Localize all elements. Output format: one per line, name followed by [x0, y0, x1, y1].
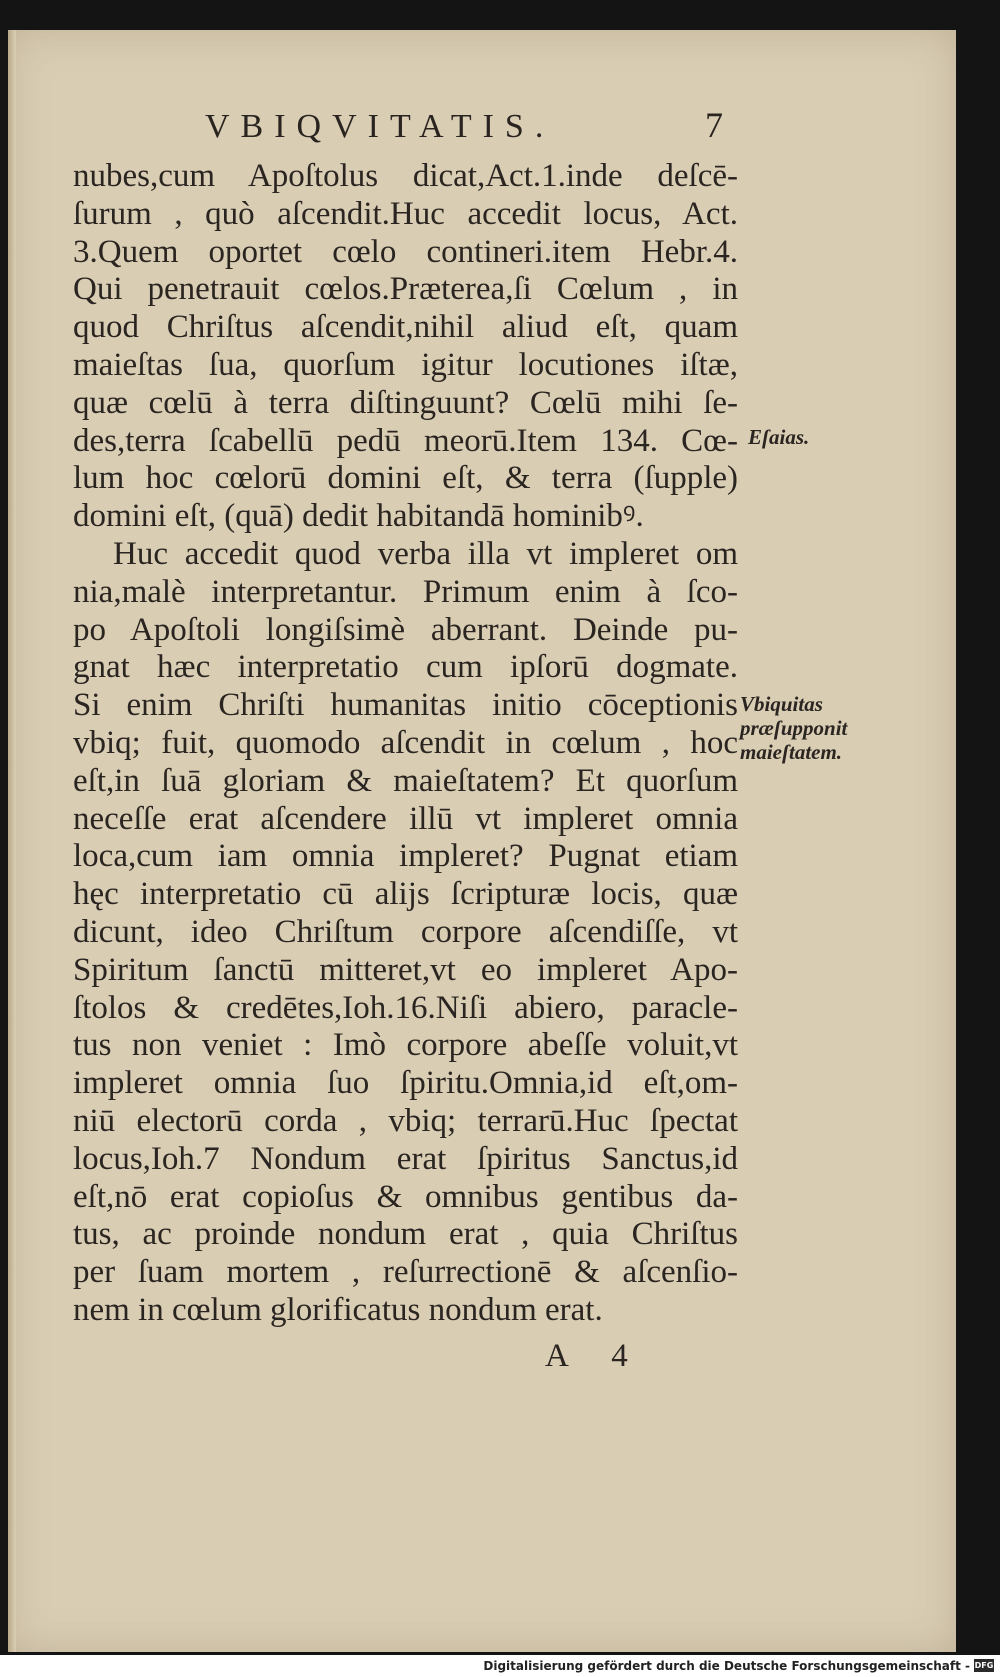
text-line: vbiq; fuit, quomodo aſcendit in cœlum , hoc: [73, 724, 738, 761]
text-line: nubes,cum Apoſtolus dicat,Act.1.inde deſcē-: [73, 158, 738, 194]
signature-mark: A 4: [545, 1338, 646, 1374]
text-line: impleret omnia ſuo ſpiritu.Omnia,id eſt,om-: [73, 1065, 738, 1102]
text-line: gnat hӕc interpretatio cum ipſorū dogmate.: [73, 649, 738, 686]
text-line: Huc accedit quod verba illa vt impleret om: [113, 535, 738, 572]
text-line: domini eſt, (quā) dedit habitandā hominibꝰ.: [73, 498, 644, 535]
running-head: VBIQVITATIS.: [205, 108, 555, 145]
text-line: tus, ac proinde nondum erat , quia Chriſtus: [73, 1216, 738, 1253]
text-line: ſtolos & credētes,Ioh.16.Niſi abiero, paracle-: [73, 989, 738, 1026]
text-line: quod Chriſtus aſcendit,nihil aliud eſt, quam: [73, 309, 738, 346]
text-line: nia,malè interpretantur. Primum enim à ſco-: [73, 573, 738, 610]
text-line: per ſuam mortem , reſurrectionē & aſcenſio-: [73, 1254, 738, 1291]
text-line: Spiritum ſanctū mitteret,vt eo impleret Apo-: [73, 951, 738, 988]
body-text: [73, 158, 738, 1330]
text-line: maieſtas ſua, quorſum igitur locutiones iſtӕ,: [73, 346, 738, 383]
text-line: Si enim Chriſti humanitas initio cōceptionis: [73, 687, 738, 724]
page-number: 7: [705, 105, 723, 145]
text-line: tus non veniet : Imò corpore abeſſe voluit,vt: [73, 1027, 738, 1064]
text-line: nem in cœlum glorificatus nondum erat.: [73, 1291, 603, 1328]
marginal-note-line: prӕſupponit: [740, 716, 848, 740]
marginal-note-line: Vbiquitas: [740, 692, 823, 716]
text-line: locus,Ioh.7 Nondum erat ſpiritus Sanctus,id: [73, 1140, 738, 1177]
text-line: quӕ cœlū à terra diſtinguunt? Cœlū mihi ſe-: [73, 384, 738, 421]
text-line: niū electorū corda , vbiq; terrarū.Huc ſpectat: [73, 1102, 738, 1139]
text-line: loca,cum iam omnia impleret? Pugnat etiam: [73, 838, 738, 875]
text-line: hęc interpretatio cū alijs ſcripturӕ locis, quӕ: [73, 876, 738, 913]
text-line: lum hoc cœlorū domini eſt, & terra (ſupple): [73, 460, 738, 497]
footer-credit: Digitalisierung gefördert durch die Deutsche Forschungsgemeinschaft -: [483, 1659, 970, 1673]
text-line: neceſſe erat aſcendere illū vt impleret omnia: [73, 800, 738, 837]
marginal-note-esaias: Eſaias.: [748, 425, 810, 449]
text-line: 3.Quem oportet cœlo contineri.item Hebr.4.: [73, 233, 738, 270]
text-line: des,terra ſcabellū pedū meorū.Item 134. Cœ-: [73, 422, 738, 459]
marginal-note-ubiquitas: [740, 692, 847, 764]
page-binding-edge: [8, 30, 16, 1652]
text-line: eſt,in ſuā gloriam & maieſtatem? Et quorſum: [73, 762, 738, 799]
text-line: eſt,nō erat copioſus & omnibus gentibus da-: [73, 1178, 738, 1215]
dfg-logo-icon: DFG: [974, 1661, 994, 1670]
marginal-note-line: maieſtatem.: [740, 740, 843, 764]
text-line: Qui penetrauit cœlos.Prӕterea,ſi Cœlum , in: [73, 271, 738, 308]
text-line: po Apoſtoli longiſsimè aberrant. Deinde pu-: [73, 611, 738, 648]
text-line: dicunt, ideo Chriſtum corpore aſcendiſſe, vt: [73, 913, 738, 950]
text-line: ſurum , quò aſcendit.Huc accedit locus, Act.: [73, 195, 738, 232]
